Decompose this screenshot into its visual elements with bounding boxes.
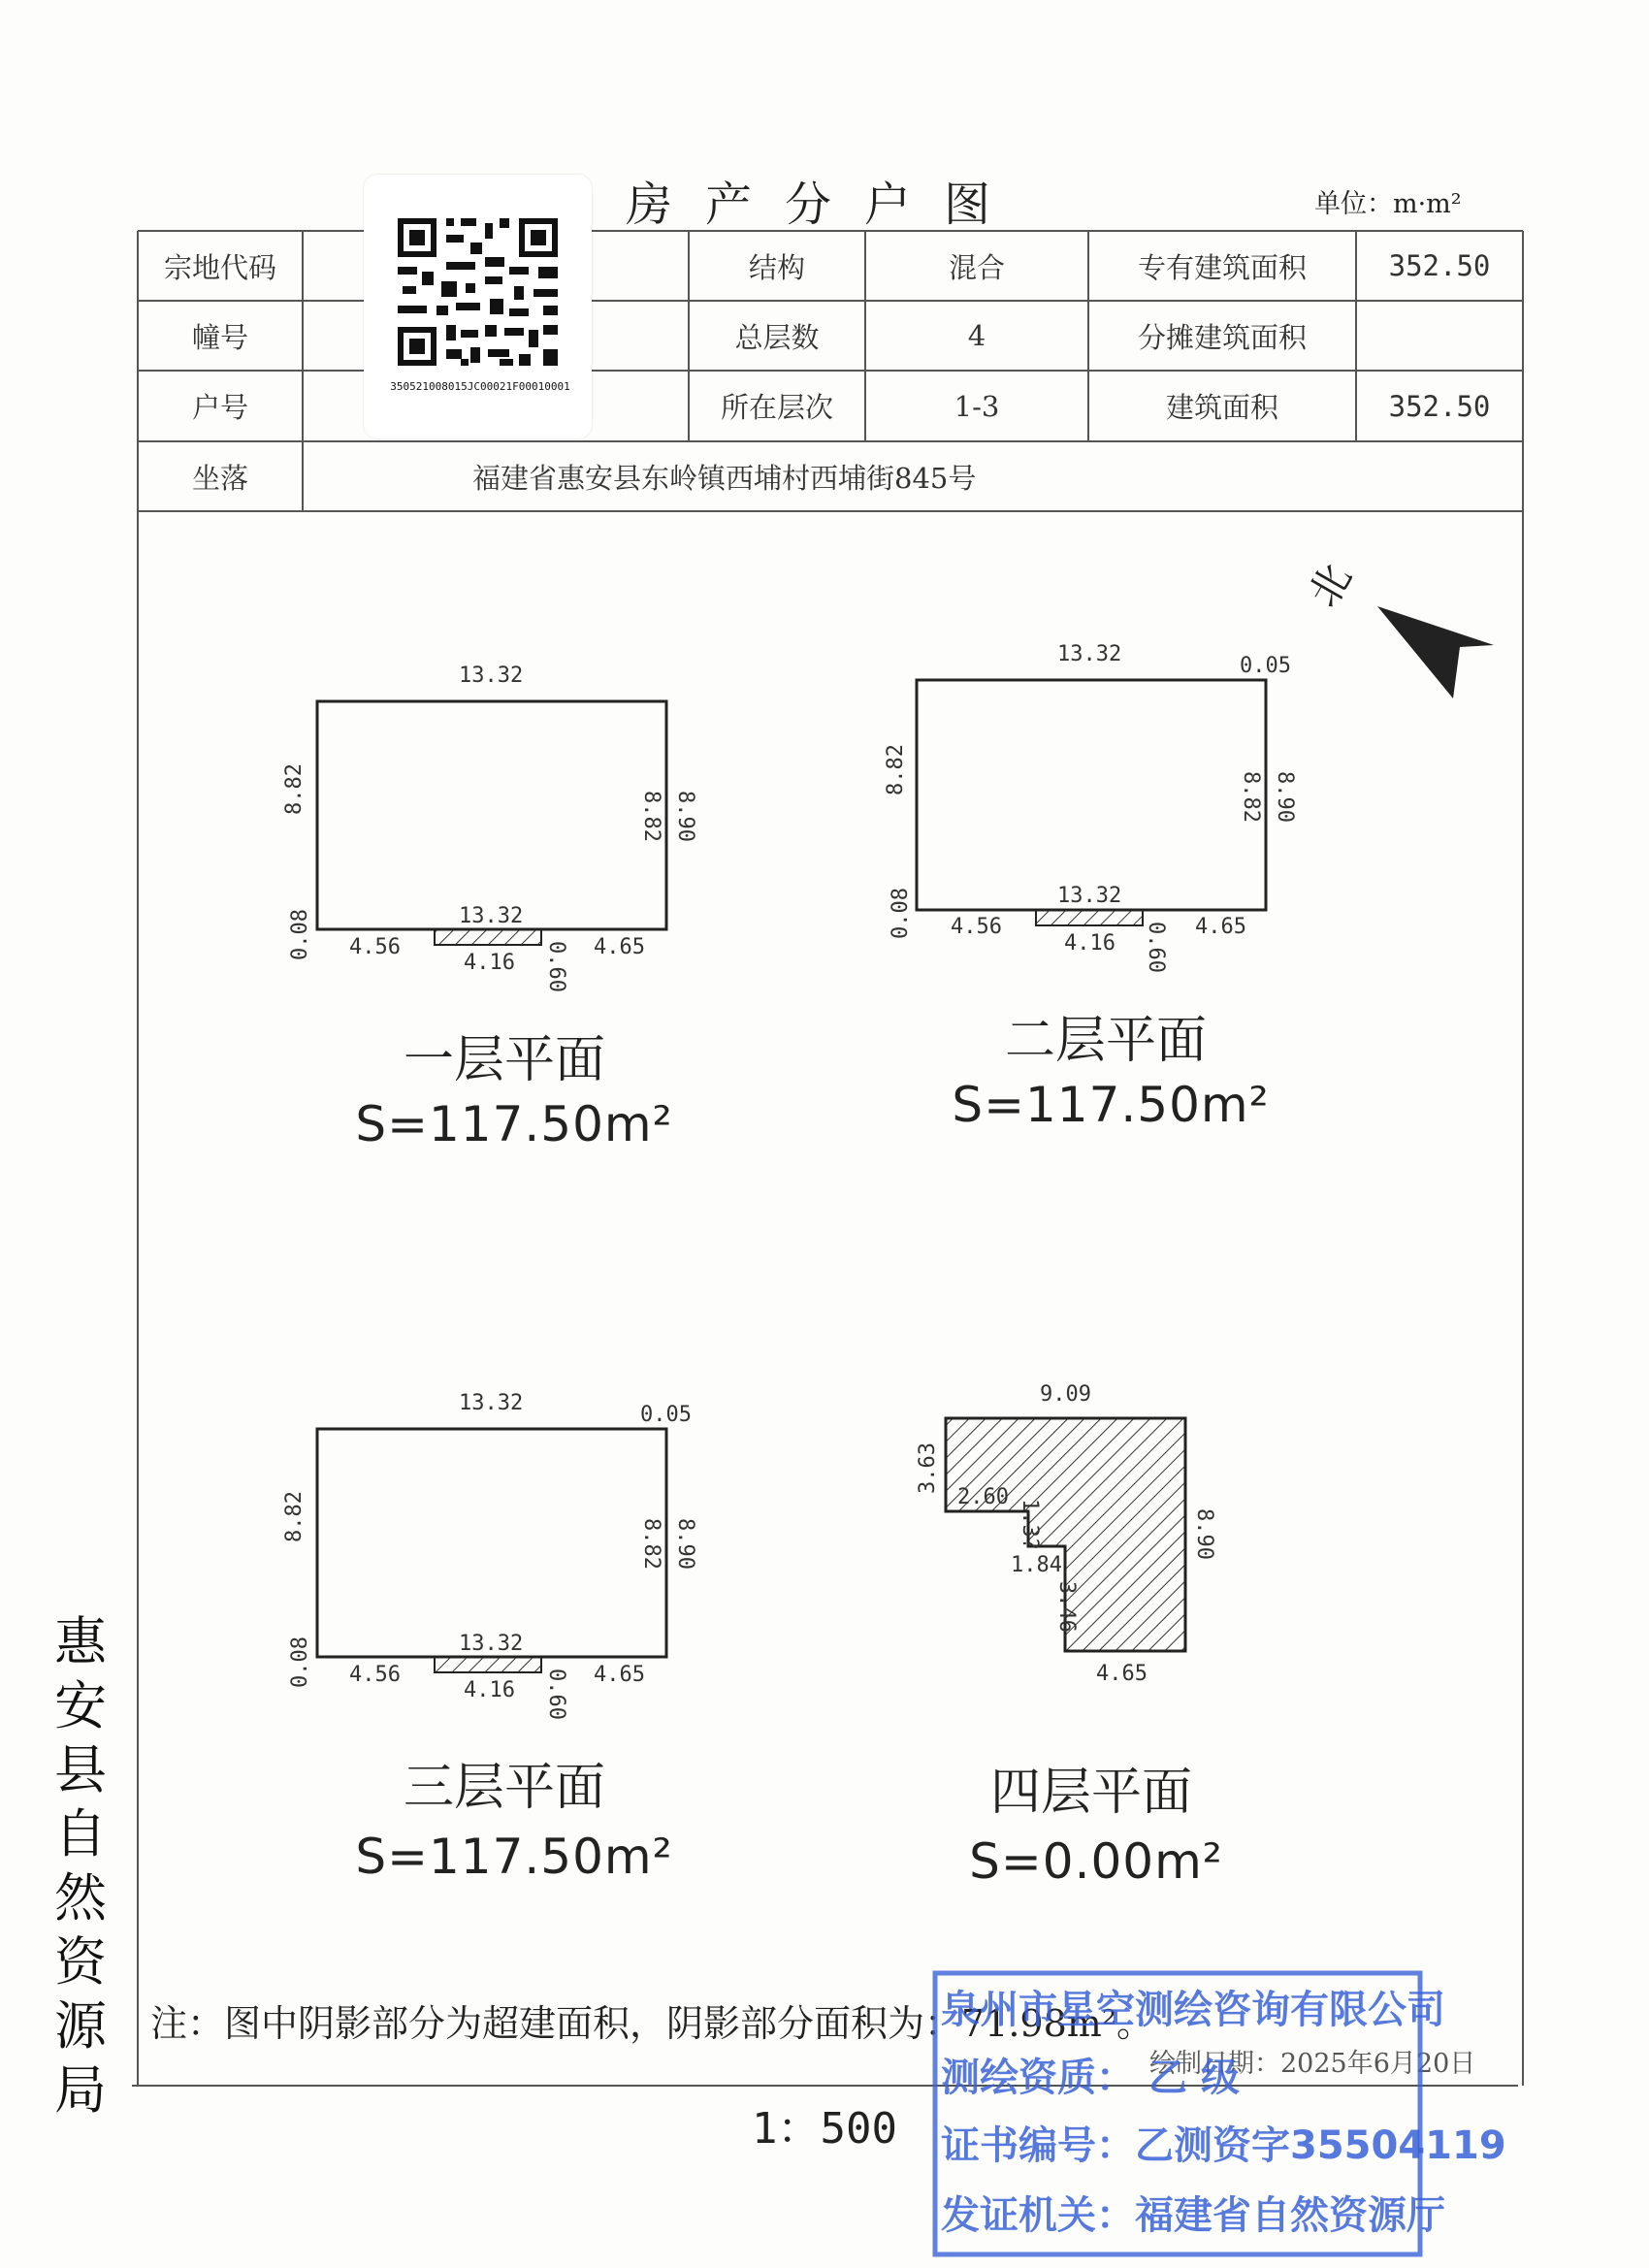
value-total-floors: 4 bbox=[967, 319, 986, 352]
f2-dim-seg-small: 0.60 bbox=[1144, 922, 1168, 973]
f2-dim-seg-right: 4.65 bbox=[1195, 915, 1246, 939]
f3-dim-small-left: 0.08 bbox=[288, 1636, 312, 1688]
f4-dim-right: 8.90 bbox=[1192, 1508, 1216, 1560]
stamp-issuer: 发证机关：福建省自然资源厅 bbox=[941, 2193, 1445, 2238]
issuing-authority-vertical: 惠安县自然资源局 bbox=[54, 1611, 107, 2121]
floor-plan-3 bbox=[282, 1391, 697, 1720]
label-exclusive-area: 专有建筑面积 bbox=[1137, 250, 1307, 284]
f4-dim-top: 9.09 bbox=[1040, 1382, 1091, 1407]
f1-dim-left: 8.82 bbox=[282, 763, 307, 815]
f2-dim-seg-left: 4.56 bbox=[951, 915, 1002, 939]
value-location: 福建省惠安县东岭镇西埔村西埔街845号 bbox=[472, 461, 977, 495]
f3-dim-bottom: 13.32 bbox=[459, 1632, 524, 1656]
stamp-certificate: 证书编号：乙测资字35504119 bbox=[941, 2123, 1506, 2168]
f1-dim-seg-mid: 4.16 bbox=[464, 951, 515, 975]
draw-date: 绘制日期：2025年6月20日 bbox=[1149, 2049, 1476, 2079]
floor-4-area: S=0.00m² bbox=[969, 1833, 1223, 1890]
f4-dim-left: 3.63 bbox=[916, 1442, 940, 1494]
f1-dim-top: 13.32 bbox=[459, 664, 524, 688]
page-title: 房产分户图 bbox=[625, 178, 1023, 232]
f2-dim-right-outer: 8.90 bbox=[1273, 771, 1297, 823]
f3-dim-seg-left: 4.56 bbox=[349, 1663, 401, 1687]
label-structure: 结构 bbox=[748, 250, 805, 284]
f3-dim-seg-small: 0.60 bbox=[544, 1669, 568, 1720]
f2-dim-corner: 0.05 bbox=[1240, 654, 1291, 678]
f1-dim-seg-right: 4.65 bbox=[594, 935, 645, 959]
f4-dim-step3: 1.84 bbox=[1011, 1553, 1062, 1577]
north-label: 北 bbox=[1299, 555, 1361, 615]
floor-2-area: S=117.50m² bbox=[952, 1077, 1270, 1133]
value-building-area: 352.50 bbox=[1388, 389, 1491, 423]
f2-dim-bottom: 13.32 bbox=[1057, 884, 1122, 908]
f2-dim-small-left: 0.08 bbox=[889, 888, 913, 939]
f3-dim-left: 8.82 bbox=[282, 1491, 307, 1542]
f1-dim-seg-left: 4.56 bbox=[349, 935, 401, 959]
f3-dim-seg-right: 4.65 bbox=[594, 1663, 645, 1687]
f1-dim-small-left: 0.08 bbox=[288, 909, 312, 960]
f1-dim-right-inner: 8.82 bbox=[639, 791, 663, 842]
floor-4-label: 四层平面 bbox=[989, 1764, 1192, 1822]
label-parcel-code: 宗地代码 bbox=[163, 250, 276, 284]
f3-dim-top: 13.32 bbox=[459, 1391, 524, 1415]
value-structure: 混合 bbox=[948, 250, 1005, 284]
label-building-no: 幢号 bbox=[191, 320, 248, 354]
floor-plan-1 bbox=[282, 664, 697, 992]
f1-dim-seg-small: 0.60 bbox=[544, 941, 568, 992]
f4-dim-step4: 3.46 bbox=[1054, 1581, 1079, 1633]
f4-dim-step2: 1.3? bbox=[1018, 1499, 1042, 1550]
f3-dim-seg-mid: 4.16 bbox=[464, 1678, 515, 1702]
f3-dim-right-outer: 8.90 bbox=[673, 1518, 697, 1570]
stamp-company: 泉州市星空测绘咨询有限公司 bbox=[941, 1988, 1445, 2032]
f4-dim-bottom: 4.65 bbox=[1096, 1662, 1148, 1686]
scale-label: 1：500 bbox=[752, 2104, 897, 2154]
label-shared-area: 分摊建筑面积 bbox=[1137, 320, 1307, 354]
label-unit-no: 户号 bbox=[191, 391, 248, 424]
label-building-area: 建筑面积 bbox=[1165, 391, 1278, 424]
floor-1-label: 一层平面 bbox=[403, 1031, 605, 1089]
f1-dim-bottom: 13.32 bbox=[459, 904, 524, 928]
label-floor-level: 所在层次 bbox=[720, 391, 833, 424]
stamp-qualification: 测绘资质： 乙 级 bbox=[941, 2056, 1240, 2100]
unit-label: 单位：m·m² bbox=[1314, 189, 1462, 219]
floor-plan-2 bbox=[884, 642, 1297, 973]
f3-dim-corner: 0.05 bbox=[640, 1403, 692, 1427]
f2-dim-seg-mid: 4.16 bbox=[1064, 931, 1116, 956]
f1-dim-right-outer: 8.90 bbox=[673, 791, 697, 842]
note-text: 注：图中阴影部分为超建面积，阴影部分面积为：71.98m²。 bbox=[150, 2002, 1154, 2045]
f2-dim-top: 13.32 bbox=[1057, 642, 1122, 666]
f2-dim-right-inner: 8.82 bbox=[1239, 771, 1263, 823]
value-exclusive-area: 352.50 bbox=[1388, 249, 1491, 282]
f3-dim-right-inner: 8.82 bbox=[639, 1518, 663, 1570]
f4-dim-step1: 2.60 bbox=[957, 1485, 1009, 1509]
floor-2-label: 二层平面 bbox=[1004, 1012, 1207, 1070]
label-location: 坐落 bbox=[191, 461, 248, 495]
floor-1-area: S=117.50m² bbox=[355, 1096, 673, 1152]
surveyor-stamp bbox=[931, 1969, 1506, 2265]
value-floor-level: 1-3 bbox=[954, 389, 1000, 423]
floor-3-label: 三层平面 bbox=[403, 1759, 605, 1817]
floor-3-area: S=117.50m² bbox=[355, 1829, 673, 1885]
floor-plan-4 bbox=[916, 1382, 1216, 1686]
label-total-floors: 总层数 bbox=[734, 320, 820, 354]
qr-code-text: 350521008015JC00021F00010001 bbox=[390, 380, 570, 393]
f2-dim-left: 8.82 bbox=[884, 744, 908, 795]
